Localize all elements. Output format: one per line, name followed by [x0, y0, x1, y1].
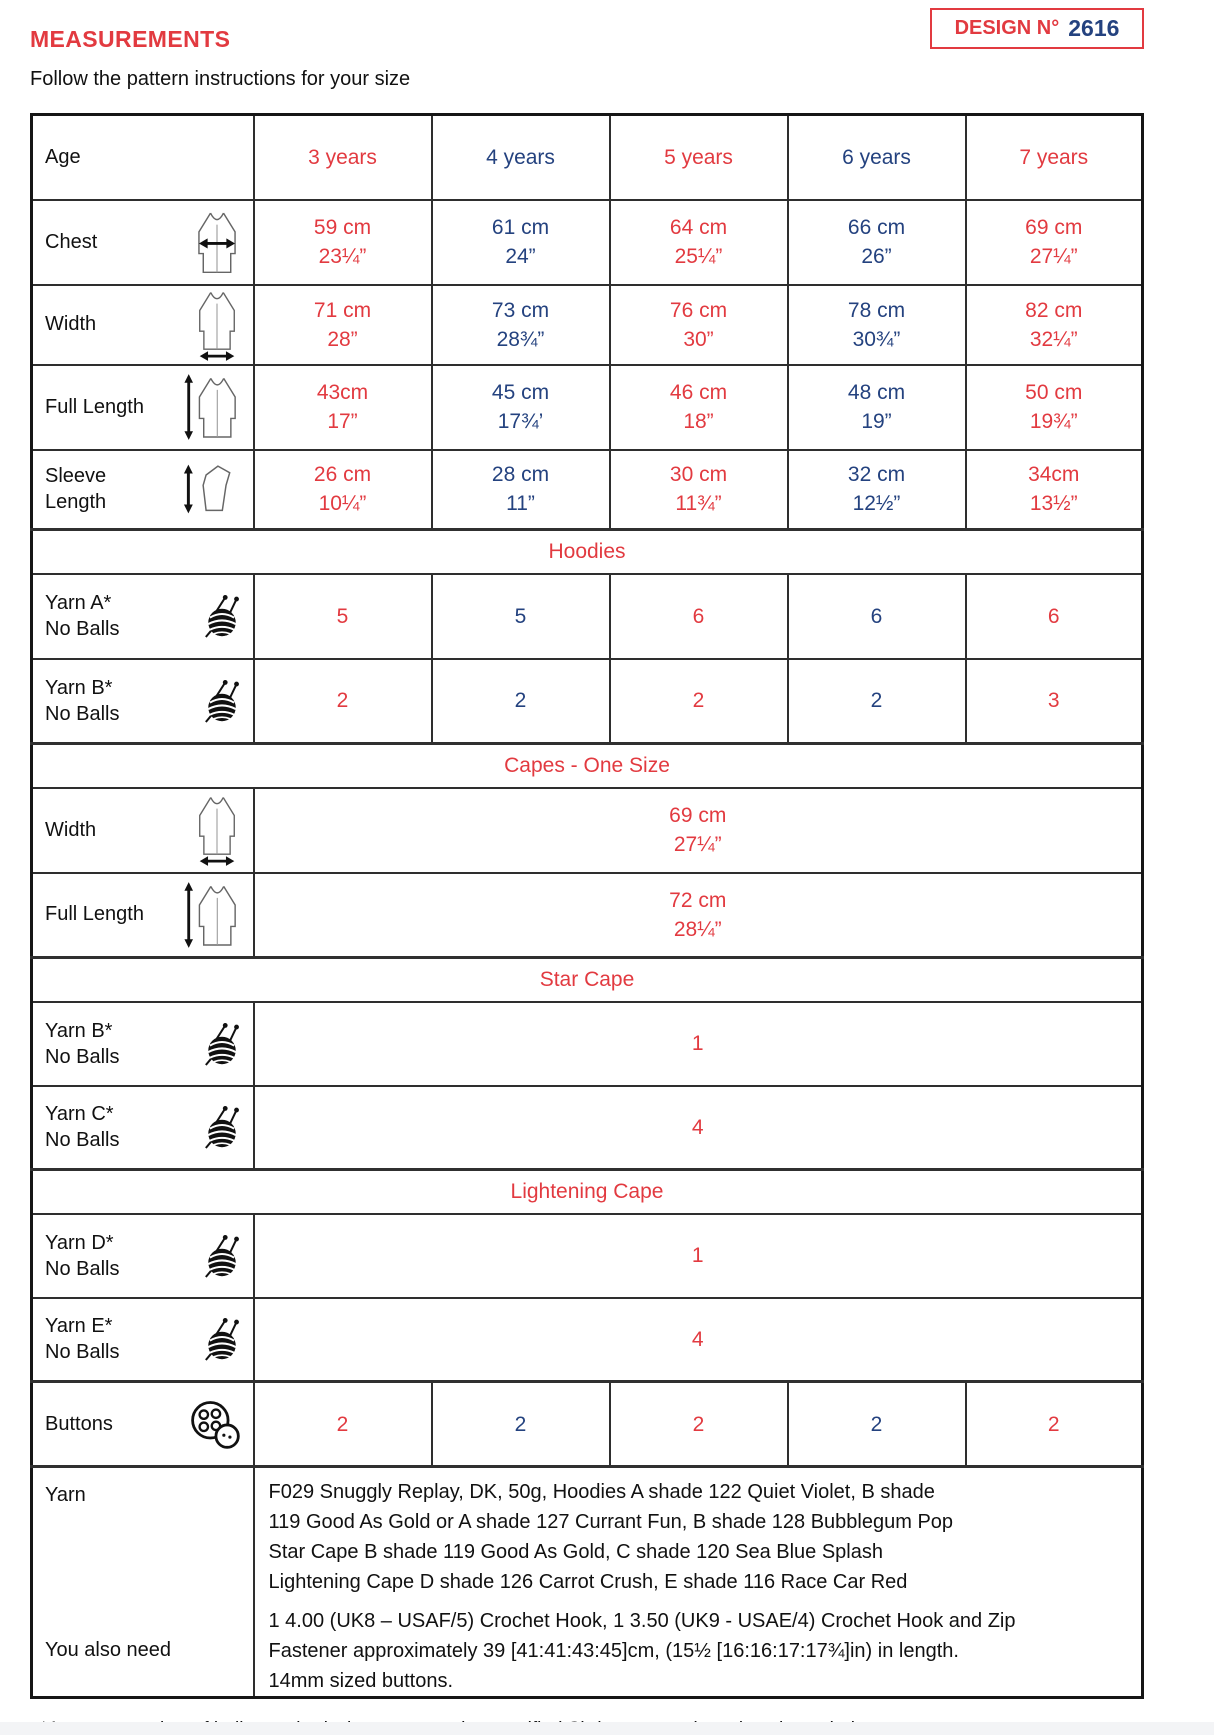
- star-cape-section-row: [32, 958, 1143, 1002]
- yarn-b-label: Yarn B* No Balls: [45, 676, 120, 725]
- chest-row: [32, 200, 1143, 285]
- page-title: MEASUREMENTS: [30, 26, 231, 52]
- design-number-label: DESIGN N°: [954, 17, 1060, 39]
- chest-value-cell: 61 cm 24”: [432, 200, 610, 285]
- yarn-a-label-cell: [32, 574, 254, 659]
- yarn-a-value-cell: 6: [966, 574, 1143, 659]
- lightening-yarn-e-row: [32, 1298, 1143, 1382]
- buttons-label-cell: [32, 1382, 254, 1467]
- width-label-cell: [32, 285, 254, 365]
- yarn-b-value-cell: 2: [254, 659, 432, 744]
- lightening-cape-section-row: [32, 1170, 1143, 1214]
- width-value-cell: 76 cm 30”: [610, 285, 788, 365]
- full-length-value-cell: 50 cm 19¾”: [966, 365, 1143, 450]
- buttons-value-cell: 2: [254, 1382, 432, 1467]
- chest-label-cell: [32, 200, 254, 285]
- you-also-need-row: [32, 1597, 1143, 1698]
- sleeve-length-value-cell: 26 cm 10¼”: [254, 450, 432, 530]
- yarn-a-label: Yarn A* No Balls: [45, 592, 120, 640]
- age-value-cell: 4 years: [432, 115, 610, 200]
- yarn-info-label-cell: [32, 1467, 254, 1598]
- yarn-info-text-cell: F029 Snuggly Replay, DK, 50g, Hoodies A shade 122 Quiet Violet, B shade 119 Good As Gold or A shade 127 Currant Fun, B shade 128 Bubblegum Pop Star Cape B shade 119 Good As Gold, C shade 120 Sea Blue Splash Lightening Cape D shade 126 Carrot Crush, E shade 116 Race Car Red: [254, 1467, 1143, 1598]
- yarn-e-label-cell: [32, 1298, 254, 1382]
- buttons-value-cell: 2: [966, 1382, 1143, 1467]
- sleeve-length-arrow-icon: [181, 458, 243, 520]
- full-length-value-cell: 45 cm 17¾’: [432, 365, 610, 450]
- full-length-label-cell: [32, 365, 254, 450]
- chest-value-cell: 59 cm 23¼”: [254, 200, 432, 285]
- age-label-cell: [32, 115, 254, 200]
- yarn-a-value-cell: 5: [254, 574, 432, 659]
- yarn-ball-icon: [201, 673, 243, 729]
- garment-width-arrow-icon: [191, 792, 243, 868]
- sleeve-length-label-cell: [32, 450, 254, 530]
- capes-width-label-cell: [32, 788, 254, 873]
- yarn-a-value-cell: 5: [432, 574, 610, 659]
- sleeve-length-row: [32, 450, 1143, 530]
- yarn-ball-icon: [201, 1099, 243, 1155]
- buttons-icon: [187, 1398, 243, 1450]
- star-yarn-c-value-cell: 4: [254, 1086, 1143, 1170]
- chest-value-cell: 69 cm 27¼”: [966, 200, 1143, 285]
- yarn-a-value-cell: 6: [610, 574, 788, 659]
- design-number-value: 2616: [1068, 15, 1120, 41]
- bottom-divider: [0, 1722, 1214, 1735]
- you-also-need-label-cell: [32, 1597, 254, 1698]
- width-value-cell: 82 cm 32¼”: [966, 285, 1143, 365]
- yarn-ball-icon: [201, 1228, 243, 1284]
- capes-width-value-cell: 69 cm 27¼”: [254, 788, 1143, 873]
- buttons-row: [32, 1382, 1143, 1467]
- capes-full-length-value-cell: 72 cm 28¼”: [254, 873, 1143, 958]
- full-length-label: Full Length: [45, 395, 144, 418]
- you-also-need-text-cell: 1 4.00 (UK8 – USAF/5) Crochet Hook, 1 3.50 (UK9 - USAE/4) Crochet Hook and Zip Fastener approximately 39 [41:41:43:45]cm, (15½ [16:16:17:17¾]in) in length. 14mm sized buttons.: [254, 1597, 1143, 1698]
- page-header: [0, 0, 1214, 113]
- capes-section-title: Capes - One Size: [32, 744, 1143, 788]
- star-cape-section-title: Star Cape: [32, 958, 1143, 1002]
- age-value-cell: 7 years: [966, 115, 1143, 200]
- width-row: [32, 285, 1143, 365]
- age-value-cell: 6 years: [788, 115, 966, 200]
- yarn-d-label-cell: [32, 1214, 254, 1298]
- yarn-b-value-cell: 2: [432, 659, 610, 744]
- yarn-ball-icon: [201, 588, 243, 644]
- age-value-cell: 3 years: [254, 115, 432, 200]
- yarn-b-value-cell: 2: [788, 659, 966, 744]
- buttons-value-cell: 2: [432, 1382, 610, 1467]
- sleeve-length-value-cell: 32 cm 12½”: [788, 450, 966, 530]
- star-yarn-b-value-cell: 1: [254, 1002, 1143, 1086]
- measurements-table: [30, 113, 1144, 1699]
- star-yarn-b-label: Yarn B* No Balls: [45, 1019, 120, 1068]
- age-row: [32, 115, 1143, 200]
- full-length-row: [32, 365, 1143, 450]
- capes-full-length-label: Full Length: [45, 903, 144, 926]
- age-label: Age: [45, 145, 81, 168]
- lightening-yarn-d-row: [32, 1214, 1143, 1298]
- full-length-value-cell: 43cm 17”: [254, 365, 432, 450]
- buttons-value-cell: 2: [610, 1382, 788, 1467]
- star-yarn-c-label: Yarn C* No Balls: [45, 1103, 120, 1152]
- width-value-cell: 71 cm 28”: [254, 285, 432, 365]
- garment-length-arrow-icon: [183, 877, 243, 953]
- yarn-b-label-cell: [32, 659, 254, 744]
- capes-width-label: Width: [45, 818, 97, 841]
- star-yarn-b-label-cell: [32, 1002, 254, 1086]
- chest-value-cell: 64 cm 25¼”: [610, 200, 788, 285]
- chest-value-cell: 66 cm 26”: [788, 200, 966, 285]
- yarn-d-value-cell: 1: [254, 1214, 1143, 1298]
- yarn-info-row: [32, 1467, 1143, 1598]
- buttons-label: Buttons: [45, 1412, 113, 1435]
- yarn-a-value-cell: 6: [788, 574, 966, 659]
- hoodies-yarn-b-row: [32, 659, 1143, 744]
- capes-full-length-row: [32, 873, 1143, 958]
- capes-full-length-label-cell: [32, 873, 254, 958]
- garment-length-arrow-icon: [183, 369, 243, 445]
- width-label: Width: [45, 313, 97, 335]
- lightening-cape-section-title: Lightening Cape: [32, 1170, 1143, 1214]
- yarn-e-label: Yarn E* No Balls: [45, 1315, 120, 1364]
- you-also-need-label: You also need: [45, 1639, 172, 1661]
- yarn-b-value-cell: 2: [610, 659, 788, 744]
- hoodies-section-row: [32, 530, 1143, 574]
- full-length-value-cell: 46 cm 18”: [610, 365, 788, 450]
- star-cape-yarn-c-row: [32, 1086, 1143, 1170]
- sleeve-length-value-cell: 30 cm 11¾”: [610, 450, 788, 530]
- capes-section-row: [32, 744, 1143, 788]
- design-number-box: [930, 8, 1144, 49]
- garment-width-arrow-icon: [191, 287, 243, 363]
- sleeve-length-label: Sleeve Length: [45, 465, 107, 514]
- chest-width-arrow-icon: [191, 205, 243, 279]
- width-value-cell: 73 cm 28¾”: [432, 285, 610, 365]
- yarn-info-label: Yarn: [45, 1484, 86, 1506]
- hoodies-section-title: Hoodies: [32, 530, 1143, 574]
- subtitle: Follow the pattern instructions for your size: [30, 68, 411, 90]
- chest-label: Chest: [45, 230, 98, 253]
- width-value-cell: 78 cm 30¾”: [788, 285, 966, 365]
- age-value-cell: 5 years: [610, 115, 788, 200]
- yarn-e-value-cell: 4: [254, 1298, 1143, 1382]
- capes-width-row: [32, 788, 1143, 873]
- sleeve-length-value-cell: 34cm 13½”: [966, 450, 1143, 530]
- sleeve-length-value-cell: 28 cm 11”: [432, 450, 610, 530]
- full-length-value-cell: 48 cm 19”: [788, 365, 966, 450]
- yarn-ball-icon: [201, 1311, 243, 1367]
- star-cape-yarn-b-row: [32, 1002, 1143, 1086]
- yarn-ball-icon: [201, 1016, 243, 1072]
- yarn-d-label: Yarn D* No Balls: [45, 1231, 120, 1280]
- buttons-value-cell: 2: [788, 1382, 966, 1467]
- yarn-b-value-cell: 3: [966, 659, 1143, 744]
- star-yarn-c-label-cell: [32, 1086, 254, 1170]
- hoodies-yarn-a-row: [32, 574, 1143, 659]
